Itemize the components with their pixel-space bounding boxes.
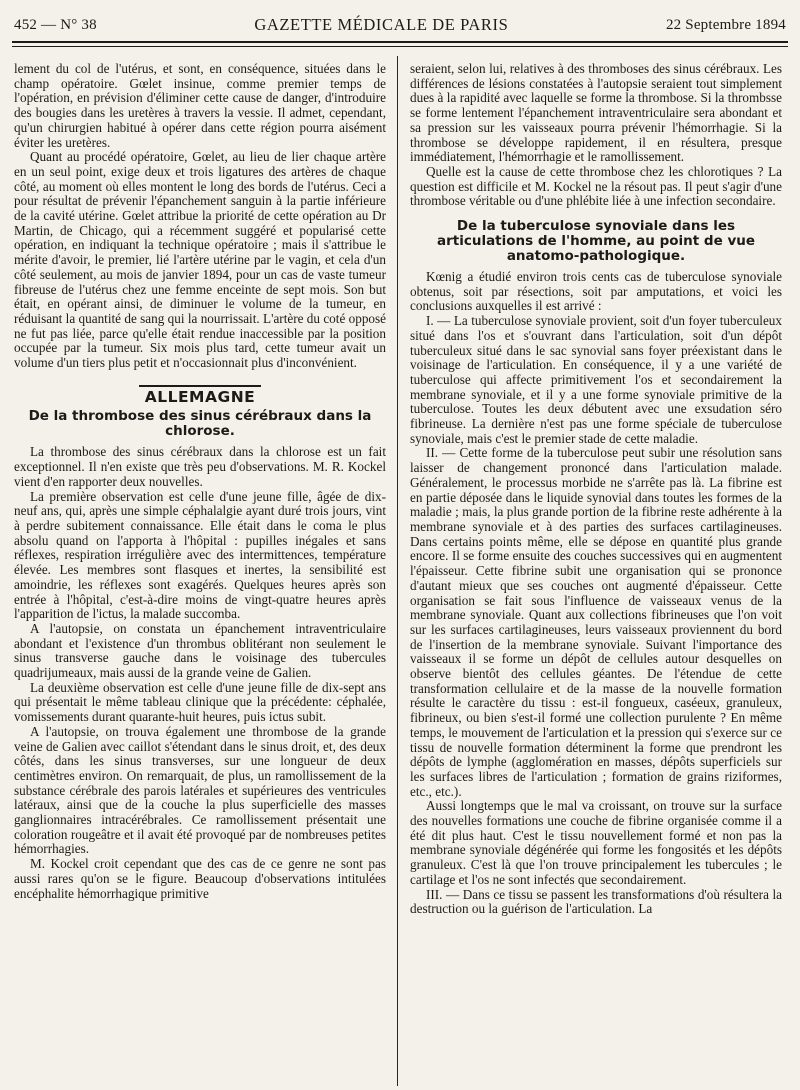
paragraph: M. Kockel croit cependant que des cas de ce genre ne sont pas aussi rares qu'on se le figure. Beaucoup d'observations intitulées encéphalite hémorrhagique primitive	[14, 856, 386, 901]
column-divider	[397, 56, 398, 1086]
issue-date: 22 Septembre 1894	[665, 16, 786, 33]
paragraph: Quant au procédé opératoire, Gœlet, au lieu de lier chaque artère en un seul point, exige deux et trois ligatures des artères de chaque côté, au moment où elles montent le long des bords de l'utérus. Ceci a pour résultat de prévenir l'épanchement sanguin à la partie inférieure de la cavité utérine. Gœlet attribue la priorité de cette opération au Dr Martin, de Chicago, qui a récemment suggéré et popularisé cette opération, en indiquant la technique opératoire ; mais il s'attribue le mérite d'avoir, le premier, lié l'artère utérine par le vagin, et cela d'un côté seulement, au mois de janvier 1894, pour un cas de vaste tumeur fibreuse de l'utérus chez une femme enceinte de sept mois. Son but était, en opérant ainsi, de diminuer le volume de la tumeur, en réduisant la quantité de sang qui la nourrissait. L'artère du coté opposé ne fut pas liée, parce qu'elle était rendue inaccessible par la position occupée par la tumeur. Six mois plus tard, cette tumeur avait un volume d'un tiers plus petit et n'occasionnait plus d'inconvénient.	[14, 149, 386, 371]
paragraph: II. — Cette forme de la tuberculose peut subir une résolution sans laisser de changement prononcé dans l'articulation malade. Généralement, le processus morbide ne s'arrête pas là. La fibrine est en partie déposée dans le liquide synovial dans toutes les formes de la maladie ; mais, la plus grande portion de la fibrine reste adhérente à la membrane synoviale et à des parties des surfaces cartilagineuses. Dans certains points même, elle se dépose en quantité plus grande encore. Il se forme ensuite des couches successives qui en augmentent l'épaisseur. Cette fibrine subit une organisation qui se prononce d'autant mieux que ses couches ont augmenté d'épaisseur. Cette organisation se fait sous l'influence de vaisseaux venus de la membrane synoviale. Quant aux collections fibrineuses que l'on voit sur les surfaces cartilagineuses, leurs vaisseaux proviennent du bord de l'insertion de la membrane synoviale. Suivant l'importance des vaisseaux il se forme un dépôt de cellules autour desquelles on observe bientôt des cellules géantes. De l'étendue de cette transformation cellulaire et de la masse de la nouvelle formation résulte le caractère du tissu : est-il fongueux, caséeux, granuleux, fibrineux, ou bien s'est-il formé une collection purulente ? En même temps, le mouvement de l'articulation et la pression qui s'exerce sur ce tissu de nouvelle formation déterminent la forme que prendront les dépôts de lymphe (agglomération en masses, dépôts superficiels sur les surfaces libres de l'articulation ; formation de grains riziformes, etc., etc.).	[410, 445, 782, 799]
paragraph: La première observation est celle d'une jeune fille, âgée de dix-neuf ans, qui, après une simple céphalalgie ayant duré trois jours, vint à perdre subitement connaissance. Elle était dans le coma le plus absolu quand on l'apporta à l'hôpital : pupilles inégales et sans réflexes, respiration irrégulière avec des intermittences, température élevée. Les membres sont flasques et inertes, la sensibilité est amoindrie, les réflexes sont exagérés. Quelques heures après son entrée à l'hôpital, c'est-à-dire moins de vingt-quatre heures après l'apparition de l'ictus, la malade succomba.	[14, 488, 386, 622]
article-heading: De la thrombose des sinus cérébraux dans la chlorose.	[28, 408, 372, 440]
right-column	[410, 62, 782, 1084]
paragraph: seraient, selon lui, relatives à des thromboses des sinus cérébraux. Les différences de lésions constatées à l'autopsie seraient tout simplement dues à la rapidité avec laquelle se forme la thrombose. Si la thrombsse se forme lentement l'épanchement intraventriculaire sera abondant et sa pression sur les vaisseaux pourra prévenir l'hémorrhagie. Si la thrombose se développe rapidement, il en résultera, presque immédiatement, l'hémorrhagie et le ramollissement.	[410, 62, 782, 165]
journal-title: GAZETTE MÉDICALE DE PARIS	[254, 15, 509, 34]
paragraph: La thrombose des sinus cérébraux dans la chlorose est un fait exceptionnel. Il n'en existe que très peu d'observations. M. R. Kockel vient d'en rapporter deux nouvelles.	[14, 444, 386, 489]
paragraph: I. — La tuberculose synoviale provient, soit d'un foyer tuberculeux situé dans l'os et s'ouvrant dans l'articulation, soit d'un dépôt tuberculeux situé dans le sac synovial sans foyer préexistant dans le voisinage de l'articulation. En conséquence, il y a une variété de tuberculose qui affecte primitivement l'os et secondairement la membrane synoviale, et il y a une forme synoviale primitive de la tuberculose. Toutes les deux débutent avec une exsudation séro fibrineuse. La dernière n'est pas une forme spéciale de tuberculose synoviale, mais c'est le premier stade de cette maladie.	[410, 313, 782, 446]
header-rule-thin	[12, 46, 788, 47]
paragraph: La deuxième observation est celle d'une jeune fille de dix-sept ans qui présentait le même tableau clinique que la précédente: céphalée, vomissements durant quarante-huit heures, puis ictus subit.	[14, 679, 386, 725]
paragraph: III. — Dans ce tissu se passent les transformations d'où résultera la destruction ou la guérison de l'articulation. La	[410, 886, 782, 917]
left-column	[14, 62, 386, 1084]
article-heading: De la tuberculose synoviale dans les articulations de l'homme, au point de vue anatomo-pathologique.	[436, 218, 756, 265]
paragraph: Aussi longtemps que le mal va croissant, on trouve sur la surface des nouvelles formations une couche de fibrine organisée comme il a été dit plus haut. C'est le tissu nouvellement formé et non pas la membrane synoviale dégénérée qui forme les fongosités et les dépôts granuleux. C'est là que l'on trouve principalement les tubercules ; le cartilage et l'os ne sont infectés que secondairement.	[410, 798, 782, 887]
paragraph: Quelle est la cause de cette thrombose chez les chlorotiques ? La question est difficile et M. Kockel ne la résout pas. Il peut s'agir d'une thrombose véritable ou d'une phlébite liée à une infection secondaire.	[410, 163, 782, 209]
section-country: ALLEMAGNE	[139, 385, 262, 405]
page-number: 452 — N° 38	[14, 16, 97, 33]
page-header	[14, 12, 786, 38]
paragraph: lement du col de l'utérus, et sont, en conséquence, situées dans le champ opératoire. Gœlet insinue, comme premier temps de l'opération, en prévision d'éliminer cette cause de danger, d'introduire des bougies dans les uretères à travers la vessie. Il admet, cependant, qu'un chirurgien habitué à opérer dans cette région pourra aisément éviter les uretères.	[14, 62, 386, 150]
paragraph: A l'autopsie, on trouva également une thrombose de la grande veine de Galien avec caillot s'étendant dans le sinus droit, et, des deux côtés, dans les sinus transverses, sur une longueur de deux centimètres environ. On remarquait, de plus, un ramollissement de la substance cérébrale des parois latérales et supérieures des ventricules latéraux, ainsi que de la couche la plus superficielle des masses ganglionnaires intracérébrales. Ce ramollissement présentait une coloration rougeâtre et il avait été provoqué par de nombreuses petites hémorrhagies.	[14, 723, 386, 857]
paragraph: Kœnig a étudié environ trois cents cas de tuberculose synoviale obtenus, soit par résections, soit par amputations, et voici les conclusions auxquelles il est arrivé :	[410, 269, 782, 314]
paragraph: A l'autopsie, on constata un épanchement intraventriculaire abondant et l'existence d'un thrombus oblitérant non seulement le sinus transverse gauche dans le voisinage des tubercules quadrijumeaux, mais aussi de la grande veine de Galien.	[14, 620, 386, 681]
section-header	[14, 385, 386, 406]
header-rule	[12, 41, 788, 43]
